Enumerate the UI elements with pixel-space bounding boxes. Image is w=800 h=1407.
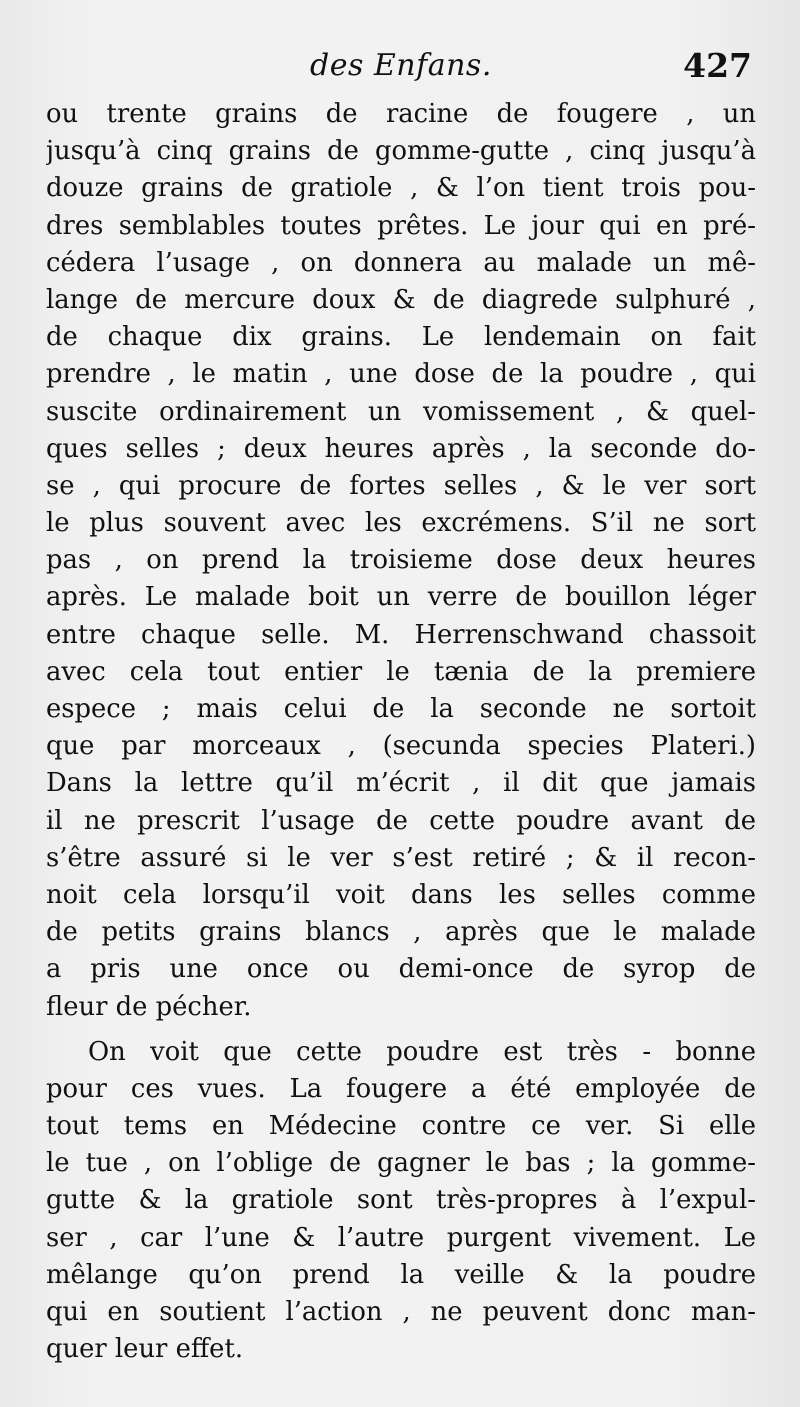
text-line: a pris une once ou demi-once de syrop de [46, 954, 756, 985]
text-line: mêlange qu’on prend la veille & la poudre [46, 1259, 756, 1290]
text-line: Dans la lettre qu’il m’écrit , il dit que jamais [46, 768, 756, 799]
text-line: espece ; mais celui de la seconde ne sortoit [46, 694, 756, 724]
text-line: pas , on prend la troisieme dose deux heures [46, 545, 756, 576]
text-line: fleur de pécher. [46, 991, 252, 1022]
running-head: des Enfans. [310, 48, 492, 83]
text-line: se , qui procure de fortes selles , & le ver sort [46, 470, 756, 501]
page-number: 427 [683, 46, 752, 85]
page-header [48, 42, 760, 92]
text-line: le tue , on l’oblige de gagner le bas ; la gomme- [46, 1148, 756, 1179]
text-line: ser , car l’une & l’autre purgent vivement. Le [46, 1222, 756, 1253]
text-line: s’être assuré si le ver s’est retiré ; & il recon- [46, 842, 756, 873]
text-line: qui en soutient l’action , ne peuvent donc man- [46, 1297, 756, 1327]
text-line: cédera l’usage , on donnera au malade un mê- [46, 247, 756, 278]
text-line: jusqu’à cinq grains de gomme-gutte , cinq jusqu’à [46, 136, 756, 167]
text-line: On voit que cette poudre est très - bonne [88, 1036, 756, 1067]
text-line: lange de mercure doux & de diagrede sulphuré , [46, 284, 756, 315]
text-line: après. Le malade boit un verre de bouillon léger [46, 582, 756, 613]
text-line: que par morceaux , (secunda species Plateri.) [46, 731, 756, 762]
text-line: prendre , le matin , une dose de la poudre , qui [46, 359, 756, 390]
text-line: ou trente grains de racine de fougere , un [46, 99, 756, 129]
text-line: tout tems en Médecine contre ce ver. Si elle [46, 1111, 756, 1142]
text-line: pour ces vues. La fougere a été employée de [46, 1073, 756, 1104]
text-line: suscite ordinairement un vomissement , & quel- [46, 396, 756, 427]
text-line: ques selles ; deux heures après , la seconde do- [46, 433, 756, 464]
body-text [46, 96, 756, 1368]
text-line: le plus souvent avec les excrémens. S’il ne sort [46, 508, 756, 539]
text-line: de petits grains blancs , après que le malade [46, 917, 756, 948]
paragraph-gap [46, 1026, 756, 1034]
text-line: gutte & la gratiole sont très-propres à l’expul- [46, 1185, 756, 1216]
paragraph-2 [46, 1034, 756, 1369]
text-line: noit cela lorsqu’il voit dans les selles comme [46, 879, 756, 910]
text-line: il ne prescrit l’usage de cette poudre avant de [46, 805, 756, 836]
text-line: dres semblables toutes prêtes. Le jour qui en pré- [46, 210, 756, 241]
text-line: quer leur effet. [46, 1334, 244, 1365]
text-line: douze grains de gratiole , & l’on tient trois pou- [46, 173, 756, 204]
text-line: entre chaque selle. M. Herrenschwand chassoit [46, 619, 756, 650]
text-line: de chaque dix grains. Le lendemain on fait [46, 322, 756, 353]
paragraph-1 [46, 96, 756, 1026]
text-line: avec cela tout entier le tænia de la premiere [46, 656, 756, 687]
